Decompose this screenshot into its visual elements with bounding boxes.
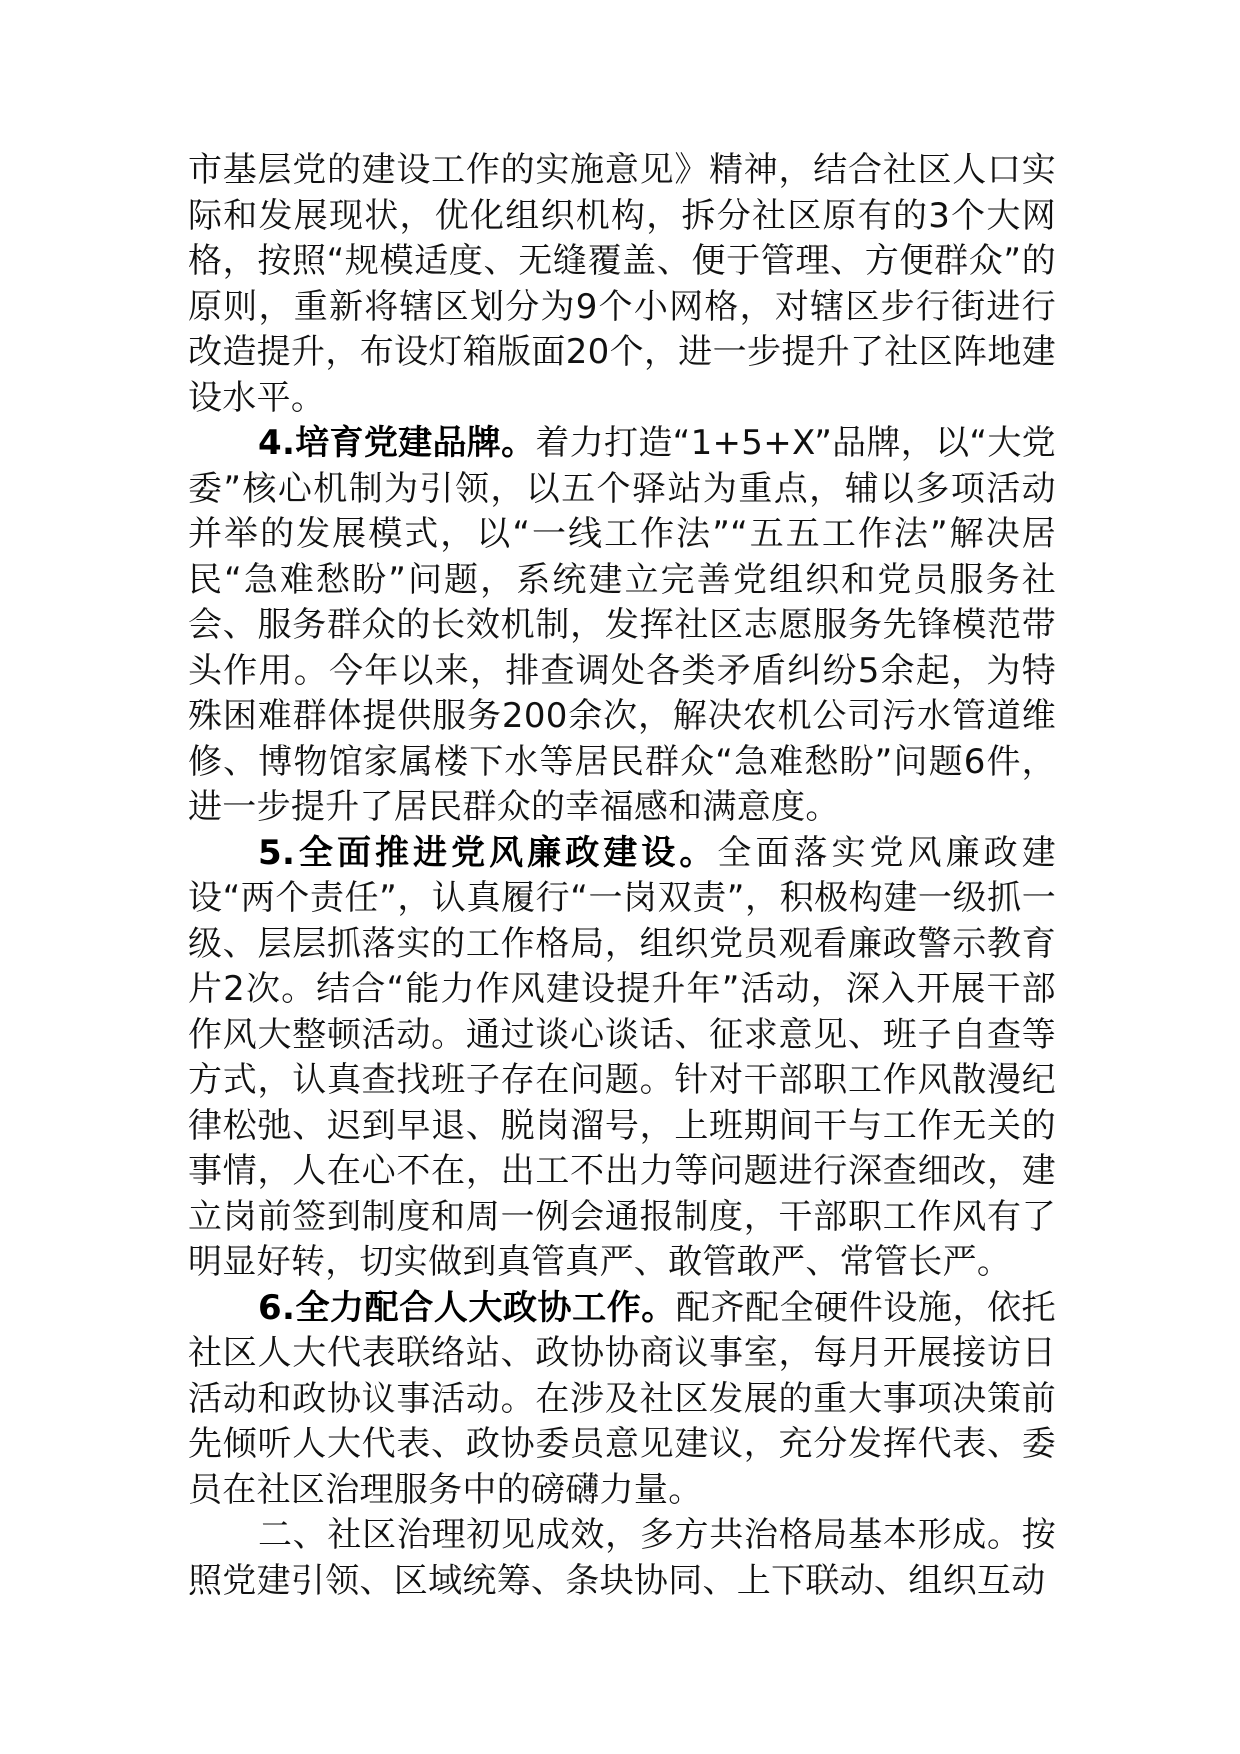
paragraph-4 (188, 1286, 1056, 1514)
paragraph-2 (188, 421, 1056, 831)
paragraph-4-heading: 6.全力配合人大政协工作。 (258, 1287, 676, 1328)
paragraph-1 (188, 148, 1056, 421)
paragraph-4-text: 配齐配全硬件设施，依托社区人大代表联络站、政协协商议事室，每月开展接访日活动和政协议事活动。在涉及社区发展的重大事项决策前先倾听人大代表、政协委员意见建议，充分发挥代表、委员在社区治理服务中的磅礴力量。 (188, 1287, 1056, 1510)
document-page (188, 148, 1056, 1604)
paragraph-3-heading: 5.全面推进党风廉政建设。 (258, 832, 718, 873)
paragraph-3-text: 全面落实党风廉政建设“两个责任”，认真履行“一岗双责”，积极构建一级抓一级、层层抓落实的工作格局，组织党员观看廉政警示教育片2次。结合“能力作风建设提升年”活动，深入开展干部作风大整顿活动。通过谈心谈话、征求意见、班子自查等方式，认真查找班子存在问题。针对干部职工作风散漫纪律松弛、迟到早退、脱岗溜号，上班期间干与工作无关的事情，人在心不在，出工不出力等问题进行深查细改，建立岗前签到制度和周一例会通报制度，干部职工作风有了明显好转，切实做到真管真严、敢管敢严、常管长严。 (188, 832, 1056, 1282)
paragraph-2-heading: 4.培育党建品牌。 (258, 423, 536, 463)
paragraph-1-text: 市基层党的建设工作的实施意见》精神，结合社区人口实际和发展现状，优化组织机构，拆分社区原有的3个大网格，按照“规模适度、无缝覆盖、便于管理、方便群众”的原则，重新将辖区划分为9个小网格，对辖区步行街进行改造提升，布设灯箱版面20个，进一步提升了社区阵地建设水平。 (188, 150, 1056, 418)
paragraph-2-text: 着力打造“1+5+X”品牌，以“大党委”核心机制为引领，以五个驿站为重点，辅以多项活动并举的发展模式，以“一线工作法”“五五工作法”解决居民“急难愁盼”问题，系统建立完善党组织和党员服务社会、服务群众的长效机制，发挥社区志愿服务先锋模范带头作用。今年以来，排查调处各类矛盾纠纷5余起，为特殊困难群体提供服务200余次，解决农机公司污水管道维修、博物馆家属楼下水等居民群众“急难愁盼”问题6件，进一步提升了居民群众的幸福感和满意度。 (188, 423, 1056, 827)
paragraph-5 (188, 1513, 1056, 1604)
paragraph-5-text: 二、社区治理初见成效，多方共治格局基本形成。按照党建引领、区域统筹、条块协同、上下联动、组织互动 (188, 1515, 1056, 1601)
paragraph-3 (188, 831, 1056, 1286)
